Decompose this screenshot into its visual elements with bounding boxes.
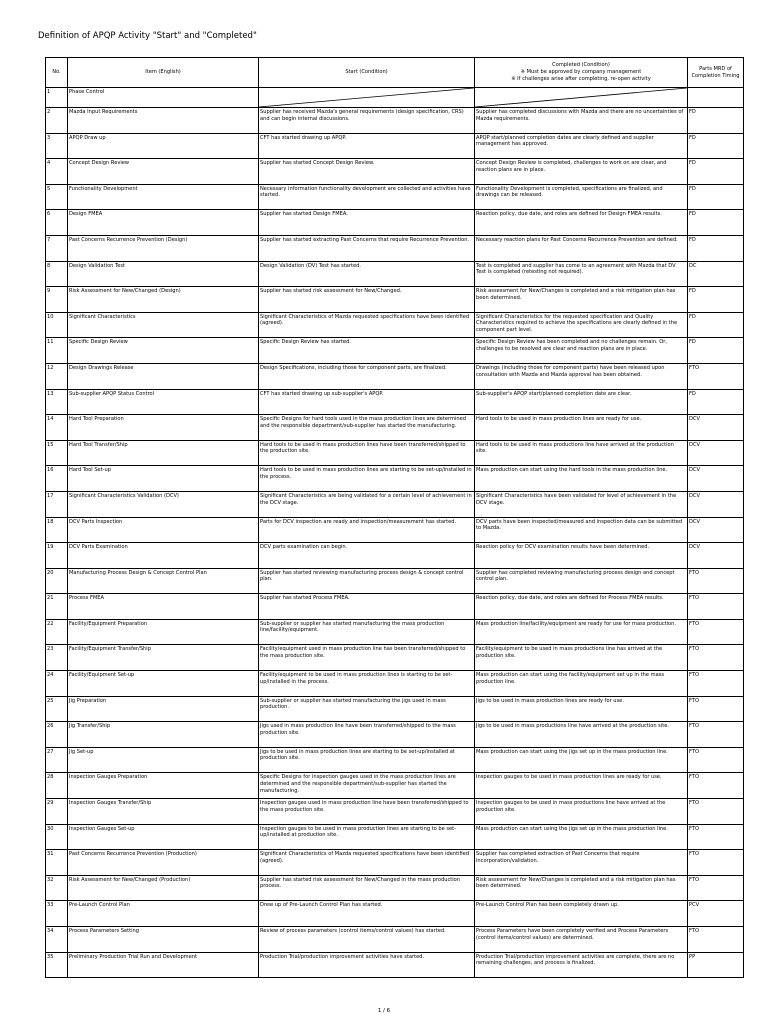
row-timing: PP — [688, 952, 744, 978]
row-start-condition: Jigs to be used in mass production lines are starting to be set-up/installed at production site. — [259, 747, 475, 773]
row-item: Risk Assessment for New/Changed (Design) — [68, 287, 259, 313]
row-timing: FTO — [688, 773, 744, 799]
row-start-condition: Supplier has started Design FMEA. — [259, 210, 475, 236]
row-start-condition: Supplier has started Process FMEA. — [259, 594, 475, 620]
row-item: Past Concerns Recurrence Prevention (Production) — [68, 850, 259, 876]
table-row — [46, 159, 744, 185]
diagonal-line — [475, 88, 687, 107]
row-completed-condition: Jigs to be used in mass production lines are ready for use. — [475, 696, 688, 722]
row-item: Process FMEA — [68, 594, 259, 620]
row-start-condition: Hard tools to be used in mass production lines are starting to be set-up/installed in the process. — [259, 466, 475, 492]
row-item: Risk Assessment for New/Changed (Production) — [68, 875, 259, 901]
row-number: 20 — [46, 568, 68, 594]
row-completed-condition: Pre-Launch Control Plan has been completely drawn up. — [475, 901, 688, 927]
row-timing: FTO — [688, 363, 744, 389]
table-row — [46, 184, 744, 210]
row-number: 35 — [46, 952, 68, 978]
row-completed-condition: Risk assessment for New/Changes is completed and a risk mitigation plan has been determined. — [475, 875, 688, 901]
row-item: Process Parameters Setting — [68, 927, 259, 953]
row-completed-condition: Significant Characteristics for the requested specification and Quality Characteristics required to achieve the specifications are clearly defined in the component part level. — [475, 312, 688, 338]
row-item: APQP Draw up — [68, 133, 259, 159]
row-start-condition: CFT has started drawing up sub-supplier's APQP. — [259, 389, 475, 415]
row-completed-condition: Significant Characteristics have been validated for level of achievement in the DCV stage. — [475, 491, 688, 517]
row-number: 13 — [46, 389, 68, 415]
row-timing: FTO — [688, 619, 744, 645]
row-completed-condition: Process Parameters have been completely verified and Process Parameters (control items/control values) are determined. — [475, 927, 688, 953]
row-start-condition: Significant Characteristics of Mazda requested specifications have been identified (agreed). — [259, 850, 475, 876]
header-completed — [475, 58, 688, 88]
table-row — [46, 594, 744, 620]
row-start-condition: Sub-supplier or supplier has started manufacturing the mass production line/facility/equipment. — [259, 619, 475, 645]
row-number: 1 — [46, 88, 68, 108]
table-row — [46, 108, 744, 134]
row-number: 16 — [46, 466, 68, 492]
table-row — [46, 901, 744, 927]
row-completed-condition: Drawings (including those for component parts) have been released upon consultation with Mazda and Mazda approval has been obtained. — [475, 363, 688, 389]
table-row — [46, 363, 744, 389]
row-number: 6 — [46, 210, 68, 236]
row-completed-condition: Necessary reaction plans for Past Concerns Recurrence Prevention are defined. — [475, 235, 688, 261]
header-start: Start (Condition) — [259, 58, 475, 88]
table-row — [46, 133, 744, 159]
row-start-condition: Production Trial/production improvement activities have started. — [259, 952, 475, 978]
table-row — [46, 543, 744, 569]
table-row — [46, 210, 744, 236]
row-number: 29 — [46, 799, 68, 825]
row-number: 5 — [46, 184, 68, 210]
table-row — [46, 415, 744, 441]
row-timing: PCV — [688, 901, 744, 927]
table-row — [46, 927, 744, 953]
row-timing: FD — [688, 159, 744, 185]
row-start-condition: Inspection gauges to be used in mass production lines are starting to be set-up/installed at production site. — [259, 824, 475, 850]
row-completed-condition: Mass production can start using the jigs set up in the mass production line. — [475, 747, 688, 773]
row-number: 30 — [46, 824, 68, 850]
row-start-condition — [259, 88, 475, 108]
table-row — [46, 747, 744, 773]
row-completed-condition: Hard tools to be used in mass production lines are ready for use. — [475, 415, 688, 441]
row-item: Design Drawings Release — [68, 363, 259, 389]
table-row — [46, 568, 744, 594]
row-start-condition: Facility/equipment to be used in mass production lines is starting to be set-up/installed in the process. — [259, 671, 475, 697]
table-row — [46, 824, 744, 850]
row-completed-condition: Concept Design Review is completed, challenges to work on are clear, and reaction plans are in place. — [475, 159, 688, 185]
row-completed-condition: Reaction policy for DCV examination results have been determined. — [475, 543, 688, 569]
row-item: Design FMEA — [68, 210, 259, 236]
row-start-condition: DCV parts examination can begin. — [259, 543, 475, 569]
row-start-condition: Hard tools to be used in mass production lines have been transferred/shipped to the production site. — [259, 440, 475, 466]
table-header-row — [46, 58, 744, 88]
table-row — [46, 491, 744, 517]
row-timing: FTO — [688, 875, 744, 901]
row-number: 3 — [46, 133, 68, 159]
row-timing: FD — [688, 133, 744, 159]
row-number: 2 — [46, 108, 68, 134]
row-number: 23 — [46, 645, 68, 671]
table-row — [46, 338, 744, 364]
row-item: Jig Preparation — [68, 696, 259, 722]
row-start-condition: CFT has started drawing up APQP. — [259, 133, 475, 159]
row-number: 21 — [46, 594, 68, 620]
table-row — [46, 722, 744, 748]
row-timing: DCV — [688, 517, 744, 543]
row-completed-condition: Jigs to be used in mass productions line have arrived at the production site. — [475, 722, 688, 748]
row-timing: FTO — [688, 850, 744, 876]
table-row — [46, 261, 744, 287]
row-start-condition: Supplier has started Concept Design Review. — [259, 159, 475, 185]
row-start-condition: Supplier has started reviewing manufacturing process design & concept control plan. — [259, 568, 475, 594]
header-timing: Parts MRD of Completion Timing — [688, 58, 744, 88]
row-item: DCV Parts Inspection — [68, 517, 259, 543]
row-start-condition: Necessary information functionality development are collected and activities have started. — [259, 184, 475, 210]
table-row — [46, 773, 744, 799]
row-number: 31 — [46, 850, 68, 876]
row-number: 22 — [46, 619, 68, 645]
row-item: Facility/Equipment Preparation — [68, 619, 259, 645]
row-start-condition: Specific Designs for inspection gauges used in the mass production lines are determined and the responsible department/sub-supplier has started the manufacturing. — [259, 773, 475, 799]
header-completed-note2: ※ If challenges arise after completing, re-open activity — [511, 75, 651, 82]
row-number: 8 — [46, 261, 68, 287]
row-item: Mazda Input Requirements — [68, 108, 259, 134]
row-timing: FD — [688, 184, 744, 210]
table-row — [46, 287, 744, 313]
page-number: 1 / 6 — [377, 1008, 391, 1014]
row-completed-condition: Reaction policy, due date, and roles are defined for Design FMEA results. — [475, 210, 688, 236]
table-row — [46, 619, 744, 645]
row-start-condition: Significant Characteristics are being validated for a certain level of achievement in the DCV stage. — [259, 491, 475, 517]
apqp-definition-table — [45, 57, 744, 978]
row-timing: FTO — [688, 568, 744, 594]
header-completed-title: Completed (Condition) — [552, 62, 610, 69]
row-number: 17 — [46, 491, 68, 517]
row-completed-condition: Mass production can start using the facility/equipment set up in the mass production line. — [475, 671, 688, 697]
row-start-condition: Parts for DCV inspection are ready and inspection/measurement has started. — [259, 517, 475, 543]
table-row — [46, 952, 744, 978]
row-start-condition: Supplier has started risk assessment for New/Changed. — [259, 287, 475, 313]
row-completed-condition: DCV parts have been inspected/measured and inspection data can be submitted to Mazda. — [475, 517, 688, 543]
table-row — [46, 312, 744, 338]
row-item: Hard Tool Set-up — [68, 466, 259, 492]
row-completed-condition: Test is completed and supplier has come to an agreement with Mazda that DV Test is completed (retesting not required). — [475, 261, 688, 287]
row-item: Specific Design Review — [68, 338, 259, 364]
row-completed-condition: Supplier has completed extraction of Past Concerns that require incorporation/validation. — [475, 850, 688, 876]
row-number: 4 — [46, 159, 68, 185]
header-no: No. — [46, 58, 68, 88]
row-number: 18 — [46, 517, 68, 543]
row-timing: FD — [688, 389, 744, 415]
table-row — [46, 875, 744, 901]
row-number: 9 — [46, 287, 68, 313]
row-timing: DC — [688, 261, 744, 287]
row-timing: FTO — [688, 824, 744, 850]
row-completed-condition: Inspection gauges to be used in mass production lines are ready for use. — [475, 773, 688, 799]
table-row — [46, 88, 744, 108]
row-item: Jig Transfer/Ship — [68, 722, 259, 748]
row-timing: FTO — [688, 671, 744, 697]
row-item: Facility/Equipment Set-up — [68, 671, 259, 697]
table-row — [46, 517, 744, 543]
row-item: Phase Control — [68, 88, 259, 108]
row-item: Manufacturing Process Design & Concept Control Plan — [68, 568, 259, 594]
row-start-condition: Jigs used in mass production line have been transferred/shipped to the mass production site. — [259, 722, 475, 748]
row-number: 14 — [46, 415, 68, 441]
row-timing: DCV — [688, 491, 744, 517]
row-start-condition: Facility/equipment used in mass production line has been transferred/shipped to the mass production site. — [259, 645, 475, 671]
row-item: Significant Characteristics Validation (DCV) — [68, 491, 259, 517]
document-title: Definition of APQP Activity "Start" and "Completed" — [38, 31, 257, 41]
row-item: Design Validation Test — [68, 261, 259, 287]
table-row — [46, 799, 744, 825]
table-row — [46, 645, 744, 671]
row-timing: FD — [688, 287, 744, 313]
row-timing: DCV — [688, 466, 744, 492]
row-start-condition: Inspection gauges used in mass production line have been transferred/shipped to the mass production site. — [259, 799, 475, 825]
row-start-condition: Supplier has started extracting Past Concerns that require Recurrence Prevention. — [259, 235, 475, 261]
row-timing: FTO — [688, 696, 744, 722]
row-timing: DCV — [688, 440, 744, 466]
row-timing: DCV — [688, 415, 744, 441]
row-item: Inspection Gauges Set-up — [68, 824, 259, 850]
row-completed-condition: Mass production line/facility/equipment are ready for use for mass production. — [475, 619, 688, 645]
row-number: 11 — [46, 338, 68, 364]
row-timing: FTO — [688, 645, 744, 671]
row-start-condition: Supplier has received Mazda's general requirements (design specification, CRS) and can begin internal discussions. — [259, 108, 475, 134]
row-completed-condition: Facility/equipment to be used in mass productions line has arrived at the production site. — [475, 645, 688, 671]
row-item: Functionality Development — [68, 184, 259, 210]
row-start-condition: Review of process parameters (control items/control values) has started. — [259, 927, 475, 953]
row-number: 28 — [46, 773, 68, 799]
row-timing: FTO — [688, 927, 744, 953]
row-start-condition: Drew up of Pre-Launch Control Plan has started. — [259, 901, 475, 927]
row-completed-condition: Risk assessment for New/Changes is completed and a risk mitigation plan has been determined. — [475, 287, 688, 313]
row-number: 19 — [46, 543, 68, 569]
row-item: Significant Characteristics — [68, 312, 259, 338]
row-timing: FD — [688, 312, 744, 338]
row-item: Past Concerns Recurrence Prevention (Design) — [68, 235, 259, 261]
row-timing: FTO — [688, 722, 744, 748]
row-completed-condition: Production Trial/production improvement activities are complete, there are no remaining challenges, and process is finalized. — [475, 952, 688, 978]
row-completed-condition — [475, 88, 688, 108]
row-start-condition: Sub-supplier or supplier has started manufacturing the jigs used in mass production. — [259, 696, 475, 722]
row-completed-condition: Supplier has completed discussions with Mazda and there are no uncertainties of Mazda requirements. — [475, 108, 688, 134]
row-timing: FD — [688, 108, 744, 134]
header-item: Item (English) — [68, 58, 259, 88]
row-completed-condition: Mass production can start using the jigs set up in the mass production line. — [475, 824, 688, 850]
row-completed-condition: Functionality Development is completed, specifications are finalized, and drawings can be released. — [475, 184, 688, 210]
table-row — [46, 389, 744, 415]
row-number: 12 — [46, 363, 68, 389]
row-item: DCV Parts Examination — [68, 543, 259, 569]
table-row — [46, 850, 744, 876]
row-timing: FTO — [688, 799, 744, 825]
row-completed-condition: Inspection gauges to be used in mass productions line have arrived at the production site. — [475, 799, 688, 825]
row-item: Inspection Gauges Preparation — [68, 773, 259, 799]
row-item: Preliminary Production Trial Run and Development — [68, 952, 259, 978]
row-number: 26 — [46, 722, 68, 748]
row-timing: FTO — [688, 594, 744, 620]
row-item: Jig Set-up — [68, 747, 259, 773]
table-row — [46, 696, 744, 722]
row-item: Concept Design Review — [68, 159, 259, 185]
row-timing: DCV — [688, 543, 744, 569]
row-item: Hard Tool Preparation — [68, 415, 259, 441]
row-timing: FD — [688, 235, 744, 261]
row-start-condition: Supplier has started risk assessment for New/Changed in the mass production process. — [259, 875, 475, 901]
table-row — [46, 671, 744, 697]
diagonal-line — [259, 88, 474, 107]
row-timing: FD — [688, 338, 744, 364]
row-item: Sub-supplier APQP Status Control — [68, 389, 259, 415]
row-timing: FD — [688, 210, 744, 236]
row-timing — [688, 88, 744, 108]
row-number: 33 — [46, 901, 68, 927]
row-start-condition: Design Validation (DV) Test has started. — [259, 261, 475, 287]
row-completed-condition: Hard tools to be used in mass productions line have arrived at the production site. — [475, 440, 688, 466]
row-completed-condition: Specific Design Review has been completed and no challenges remain. Or, challenges to be resolved are clear and reaction plans are in place. — [475, 338, 688, 364]
row-completed-condition: Sub-supplier's APQP start/planned completion date are clear. — [475, 389, 688, 415]
row-completed-condition: Supplier has completed reviewing manufacturing process design and concept control plan. — [475, 568, 688, 594]
row-number: 7 — [46, 235, 68, 261]
row-completed-condition: APQP start/planned completion dates are clearly defined and supplier management has approved. — [475, 133, 688, 159]
row-number: 15 — [46, 440, 68, 466]
table-row — [46, 235, 744, 261]
row-completed-condition: Mass production can start using the hard tools in the mass production line. — [475, 466, 688, 492]
row-start-condition: Specific Designs for hard tools used in the mass production lines are determined and the responsible department/sub-supplier has started the manufacturing. — [259, 415, 475, 441]
row-timing: FTO — [688, 747, 744, 773]
row-number: 34 — [46, 927, 68, 953]
row-item: Pre-Launch Control Plan — [68, 901, 259, 927]
row-number: 25 — [46, 696, 68, 722]
row-item: Facility/Equipment Transfer/Ship — [68, 645, 259, 671]
row-number: 10 — [46, 312, 68, 338]
row-item: Inspection Gauges Transfer/Ship — [68, 799, 259, 825]
header-completed-note1: ※ Must be approved by company management — [520, 69, 642, 76]
row-start-condition: Specific Design Review has started. — [259, 338, 475, 364]
row-item: Hard Tool Transfer/Ship — [68, 440, 259, 466]
row-completed-condition: Reaction policy, due date, and roles are defined for Process FMEA results. — [475, 594, 688, 620]
table-row — [46, 466, 744, 492]
row-number: 24 — [46, 671, 68, 697]
row-number: 32 — [46, 875, 68, 901]
row-start-condition: Significant Characteristics of Mazda requested specifications have been identified (agreed). — [259, 312, 475, 338]
row-number: 27 — [46, 747, 68, 773]
table-row — [46, 440, 744, 466]
row-start-condition: Design Specifications, including those for component parts, are finalized. — [259, 363, 475, 389]
